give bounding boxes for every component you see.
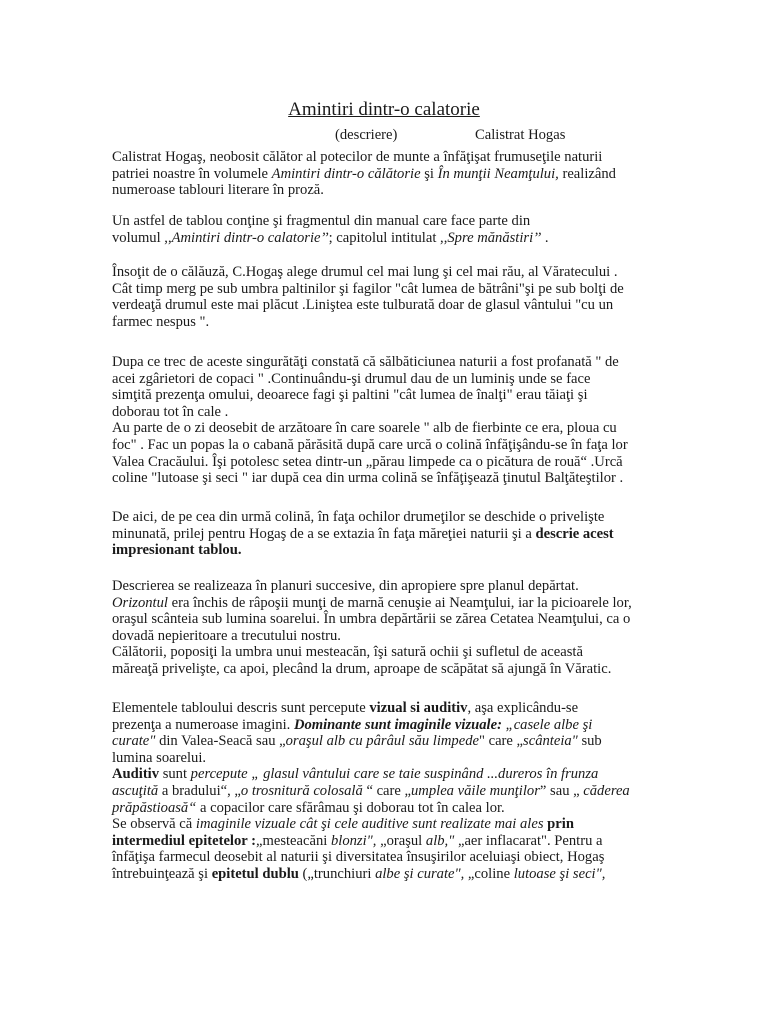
text-run: . xyxy=(541,229,549,246)
document-title: Amintiri dintr-o calatorie xyxy=(288,99,480,120)
text-line xyxy=(112,578,660,595)
text-line xyxy=(112,750,660,767)
text-run: volumul ,, xyxy=(112,229,172,246)
text-run: impresionant tablou. xyxy=(112,542,242,559)
text-run: realizând xyxy=(558,165,616,182)
text-line xyxy=(112,230,660,247)
text-line xyxy=(112,866,660,883)
text-run: („trunchiuri xyxy=(298,865,376,882)
text-run: ” sau „ xyxy=(539,782,584,799)
paragraph xyxy=(112,264,660,330)
text-line xyxy=(112,526,660,543)
text-run: Auditiv xyxy=(112,766,160,783)
text-run: „coline xyxy=(464,865,514,882)
text-line xyxy=(112,542,660,559)
text-line xyxy=(112,437,660,454)
text-line xyxy=(112,264,660,281)
paragraph xyxy=(112,213,660,246)
text-run: numeroase tablouri literare în proză. xyxy=(112,182,324,199)
text-run: descrie acest xyxy=(535,525,614,542)
text-run: albe şi curate", xyxy=(375,865,465,882)
text-line xyxy=(112,816,660,833)
text-run: a bradului“, „ xyxy=(158,782,241,799)
paragraph xyxy=(112,700,660,883)
text-run: Descrierea se realizeaza în planuri succesive, din apropiere spre planul depărtat. xyxy=(112,578,579,594)
text-line xyxy=(112,833,660,850)
text-run: Se observă că xyxy=(112,816,196,833)
text-run: dovadă nepieritoare a trecutului nostru. xyxy=(112,627,341,644)
text-run: Amintiri dintr-o calatorie’’ xyxy=(171,229,329,246)
text-line xyxy=(112,800,660,817)
text-run: scânteia" xyxy=(523,733,578,750)
text-run: a copacilor care sfărâmau şi doborau tot în calea lor. xyxy=(196,799,505,816)
text-run: doborau tot în cale . xyxy=(112,403,229,420)
text-line xyxy=(112,149,660,166)
text-run: " care „ xyxy=(479,733,524,750)
text-run: epitetul dublu xyxy=(211,865,299,882)
text-run: curate" xyxy=(112,733,156,750)
text-run: imaginile vizuale cât şi cele auditive sunt realizate mai ales xyxy=(195,816,544,833)
text-run: Dominante sunt imaginile vizuale: xyxy=(293,716,502,733)
text-run: De aici, de pe cea din urmă colină, în faţa ochilor drumeţilor se deschide o privelişte xyxy=(112,509,605,525)
text-run: şi xyxy=(420,165,438,182)
text-run: „oraşul xyxy=(376,832,426,849)
text-line xyxy=(112,628,660,645)
text-run: Valea Cracăului. Îşi potolesc setea dintr-un „părau limpede ca o picătura de rouă“ .Urcă xyxy=(112,453,623,470)
document-genre: (descriere) xyxy=(335,127,398,143)
text-run: prezenţa a numeroase imagini. xyxy=(112,716,294,733)
text-run: sub xyxy=(577,733,602,750)
text-run: oraşul scânteia sub lumina soarelui. În umbra depărtării se zărea Cetatea Neamţului, ca o xyxy=(112,611,631,628)
text-run: din Valea-Seacă sau „ xyxy=(155,733,286,750)
text-line xyxy=(112,849,660,866)
text-run: lutoase şi seci", xyxy=(513,865,606,882)
text-line xyxy=(112,509,660,526)
text-run: întrebuinţează şi xyxy=(112,865,212,882)
paragraph xyxy=(112,509,660,559)
text-run: În munţii Neamţului, xyxy=(437,165,559,182)
text-run: alb," xyxy=(425,832,455,849)
text-run: Au parte de o zi deosebit de arzătoare în care soarele " alb de fierbinte ce era, ploua cu xyxy=(112,420,617,437)
paragraph xyxy=(112,354,660,487)
text-run: Calistrat Hogaş, neobosit călător al potecilor de munte a înfăţişat frumuseţile naturii xyxy=(112,149,603,165)
text-line xyxy=(112,420,660,437)
text-run: înfăţişa farmecul deosebit al naturii şi diversitatea însuşirilor aceluiaşi obiect, Hogaş xyxy=(112,849,605,866)
text-run: sunt xyxy=(159,766,191,783)
text-run: , aşa explicându-se xyxy=(467,700,579,716)
text-run: acei zgârietori de copaci " .Continuându-şi drumul dau de un luminiş unde se face xyxy=(112,370,591,387)
text-run: minunată, prilej pentru Hogaş de a se extazia în faţa măreţiei naturii şi a xyxy=(112,525,536,542)
text-run: prin xyxy=(547,816,574,833)
text-line xyxy=(112,354,660,371)
text-run: Dupa ce trec de aceste singurătăţi constată că sălbăticiunea naturii a fost profanată " de xyxy=(112,354,619,370)
text-run: intermediul epitetelor : xyxy=(112,832,257,849)
text-run: măreaţă privelişte, ca apoi, plecând la drum, aproape de scăpătat să ajungă în Văratic. xyxy=(112,660,612,677)
text-run: ascuţită xyxy=(112,782,159,799)
text-line xyxy=(112,182,660,199)
text-run: Însoţit de o călăuză, C.Hogaş alege drumul cel mai lung şi cel mai rău, al Văratecului . xyxy=(112,264,618,280)
text-run: lumina soarelui. xyxy=(112,749,207,766)
text-run: verdeaţă drumul este mai plăcut .Liniştea este tulburată doar de glasul vântului "cu un xyxy=(112,297,614,314)
text-line xyxy=(112,297,660,314)
text-run: Cât timp merg pe sub umbra paltinilor şi fagilor "cât lumea de bătrâni"şi pe sub bolţi de xyxy=(112,280,624,297)
text-line xyxy=(112,314,660,331)
text-line xyxy=(112,733,660,750)
text-line xyxy=(112,213,660,230)
paragraph xyxy=(112,578,660,678)
text-run: Orizontul xyxy=(112,594,168,611)
text-line xyxy=(112,661,660,678)
text-run: o trosnitură colosală xyxy=(240,782,363,799)
text-line xyxy=(112,611,660,628)
text-run: foc" . Fac un popas la o cabană părăsită după care urcă o colină înfăţişându-se în faţa lor xyxy=(112,436,628,453)
text-run: prăpăstioasă“ xyxy=(112,799,197,816)
text-run: percepute „ glasul vântului care se taie suspinând ...dureros în frunza xyxy=(190,766,599,783)
text-run: „mesteacăni xyxy=(256,832,331,849)
text-run: „aer inflacarat". Pentru a xyxy=(454,832,603,849)
text-run: umplea văile munţilor xyxy=(411,782,540,799)
text-run: vizual si auditiv xyxy=(369,700,468,716)
text-line xyxy=(112,470,660,487)
text-run: era închis de râpoşii munţi de marnă cenuşie ai Neamţului, iar la picioarele lor, xyxy=(167,594,632,611)
text-line xyxy=(112,454,660,471)
text-run: “ care „ xyxy=(362,782,411,799)
text-run: casele albe şi xyxy=(513,716,593,733)
text-run: Un astfel de tablou conţine şi fragmentul din manual care face parte din xyxy=(112,213,531,229)
text-line xyxy=(112,281,660,298)
text-line xyxy=(112,595,660,612)
text-run: „ xyxy=(501,716,514,733)
text-line xyxy=(112,404,660,421)
text-line xyxy=(112,166,660,183)
document-author: Calistrat Hogas xyxy=(475,127,566,143)
text-line xyxy=(112,783,660,800)
text-run: coline "lutoase şi seci " iar după cea din urma colină se înfăţişează ţinutul Balţăteştilor . xyxy=(112,470,624,487)
text-run: blonzi", xyxy=(330,832,377,849)
text-line xyxy=(112,371,660,388)
text-run: Călătorii, poposiţi la umbra unui mesteacăn, îşi satură ochii şi sufletul de această xyxy=(112,644,583,661)
text-line xyxy=(112,717,660,734)
text-run: căderea xyxy=(583,782,630,799)
text-run: ; capitolul intitulat ,, xyxy=(328,229,448,246)
text-line xyxy=(112,700,660,717)
text-line xyxy=(112,644,660,661)
text-run: Amintiri dintr-o călătorie xyxy=(271,165,421,182)
text-run: oraşul alb cu pârâul său limpede xyxy=(285,733,479,750)
text-run: simţită prezenţa omului, deoarece fagi şi paltini "cât lumea de înalţi" erau tăiaţi şi xyxy=(112,387,588,404)
text-run: farmec nespus ". xyxy=(112,313,210,330)
text-run: patriei noastre în volumele xyxy=(112,165,272,182)
text-run: Elementele tabloului descris sunt percepute xyxy=(112,700,370,716)
text-line xyxy=(112,387,660,404)
paragraph xyxy=(112,149,660,199)
text-line xyxy=(112,766,660,783)
text-run: Spre mănăstiri’’ xyxy=(447,229,542,246)
